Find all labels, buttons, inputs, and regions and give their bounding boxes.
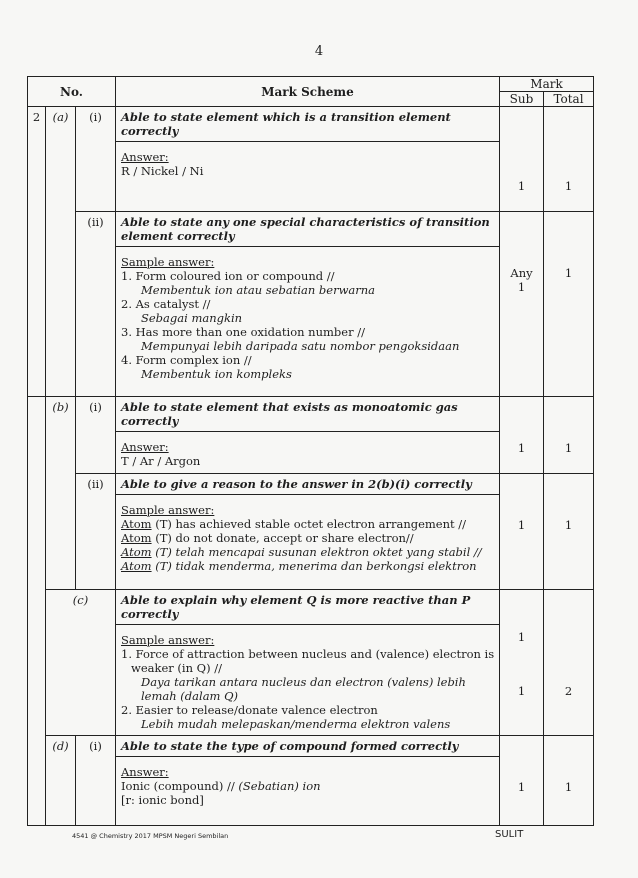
reason-line-3: Atom (T) telah mencapai susunan elektron oktet yang stabil // [121,545,482,559]
part-a-label: (a) [46,107,76,397]
total-mark-2c: 2 [544,590,594,736]
total-mark-2d-i: 1 [544,736,594,826]
header-mark-scheme: Mark Scheme [116,77,500,107]
sub-mark-2b-ii: 1 [500,474,544,590]
sub-mark-2a-ii: Any 1 [500,212,544,397]
criterion-2a-i: Able to state element which is a transition element correctly [116,107,499,142]
empty-cell [28,397,46,826]
footer-left: 4541 @ Chemistry 2017 MPSM Negeri Sembilan [72,832,229,840]
reason-line-4: Atom (T) tidak menderma, menerima dan berkongsi elektron [121,559,477,573]
header-total: Total [544,92,594,107]
sub-a-ii-label: (ii) [76,212,116,397]
row-2b-i [28,397,594,474]
criterion-2d-i: Able to state the type of compound formed correctly [116,736,499,757]
header-row [28,77,594,92]
sub-mark-2b-i: 1 [500,397,544,474]
list-item: 4. Form complex ion // Membentuk ion kompleks [121,353,292,381]
cell-2b-i [116,397,500,474]
answer-label-2c: Sample answer: [121,633,215,647]
sub-a-i-label: (i) [76,107,116,212]
list-item: 2. Easier to release/donate valence electron Lebih mudah melepaskan/menderma elektron valens [121,703,451,731]
sub-mark-2c: 1 1 [500,590,544,736]
reason-line-1: Atom (T) has achieved stable octet electron arrangement // [121,517,467,531]
cell-2c [116,590,500,736]
reject-note-2d-i: [r: ionic bond] [121,793,204,807]
row-2c [28,590,594,736]
cell-2a-ii [116,212,500,397]
list-item: 1. Form coloured ion or compound // Membentuk ion atau sebatian berwarna [121,269,376,297]
criterion-2b-i: Able to state element that exists as monoatomic gas correctly [116,397,499,432]
criterion-2b-ii: Able to give a reason to the answer in 2(b)(i) correctly [116,474,499,495]
part-b-label: (b) [46,397,76,590]
sub-b-i-label: (i) [76,397,116,474]
total-mark-2b-ii: 1 [544,474,594,590]
part-d-label: (d) [46,736,76,826]
row-2a-i [28,107,594,212]
criterion-2c: Able to explain why element Q is more reactive than P correctly [116,590,499,625]
answer-label-2a-ii: Sample answer: [121,255,215,269]
header-mark: Mark [500,77,594,92]
mark-scheme-table [27,76,594,826]
cell-2d-i [116,736,500,826]
footer-right: SULIT [495,829,524,840]
cell-2b-ii [116,474,500,590]
answer-2d-i: Ionic (compound) // (Sebatian) ion [121,779,321,793]
answer-2b-i: T / Ar / Argon [121,454,201,468]
sub-d-i-label: (i) [76,736,116,826]
answer-label-2b-ii: Sample answer: [121,503,215,517]
row-2b-ii [28,474,594,590]
list-item: 3. Has more than one oxidation number // Mempunyai lebih daripada satu nombor pengoksidaan [121,325,460,353]
answer-label-2b-i: Answer: [121,440,169,454]
header-sub: Sub [500,92,544,107]
total-mark-2a-i: 1 [544,107,594,212]
answer-2a-i: R / Nickel / Ni [121,164,204,178]
total-mark-2a-ii: 1 [544,212,594,397]
sub-b-ii-label: (ii) [76,474,116,590]
total-mark-2b-i: 1 [544,397,594,474]
answer-label-2d-i: Answer: [121,765,169,779]
list-item: 1. Force of attraction between nucleus and (valence) electron is weaker (in Q) // Daya tarikan antara nucleus dan electron (valens) lebih lemah (dalam Q) [121,647,495,703]
part-c-label: (c) [46,590,116,736]
header-no: No. [28,77,116,107]
sub-mark-2a-i: 1 [500,107,544,212]
cell-2a-i [116,107,500,212]
row-2a-ii [28,212,594,397]
answer-label-2a-i: Answer: [121,150,169,164]
row-2d-i [28,736,594,826]
list-item: 2. As catalyst // Sebagai mangkin [121,297,243,325]
criterion-2a-ii: Able to state any one special characteristics of transition element correctly [116,212,499,247]
page-number: 4 [314,44,324,59]
question-number: 2 [28,107,46,397]
sub-mark-2d-i: 1 [500,736,544,826]
reason-line-2: Atom (T) do not donate, accept or share electron// [121,531,414,545]
